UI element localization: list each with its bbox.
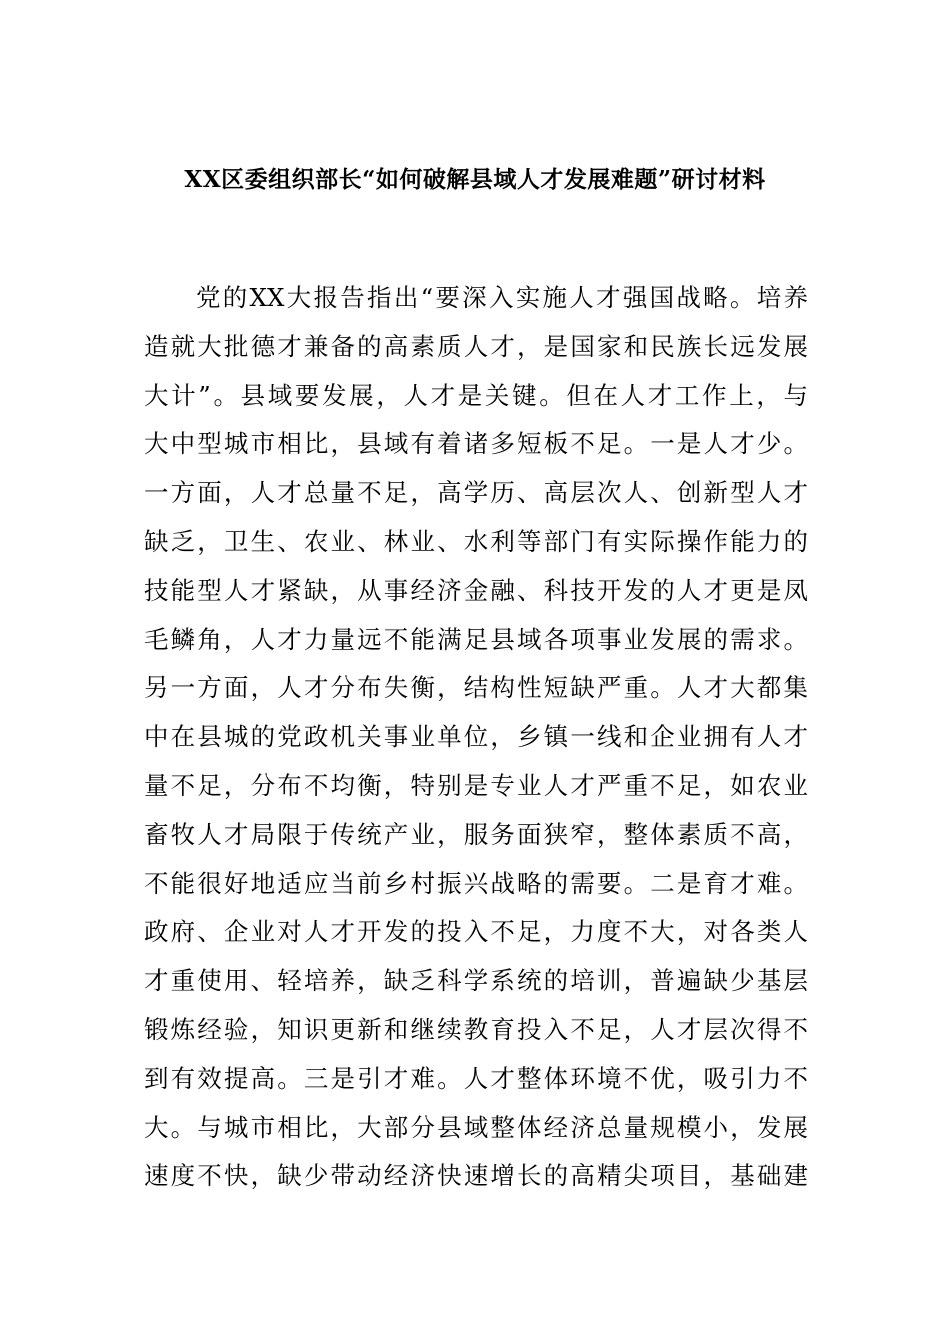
paragraph-line: 不能很好地适应当前乡村振兴战略的需要。二是育才难。: [144, 868, 808, 898]
paragraph-line: 政府、企业对人才开发的投入不足，力度不大，对各类人: [144, 917, 808, 947]
paragraph-line: 一方面，人才总量不足，高学历、高层次人、创新型人才: [144, 478, 808, 508]
paragraph-line: 大中型城市相比，县域有着诸多短板不足。一是人才少。: [144, 429, 808, 459]
paragraph-line: 缺乏，卫生、农业、林业、水利等部门有实际操作能力的: [144, 526, 808, 556]
body-paragraph: [144, 276, 808, 1203]
paragraph-line: 量不足，分布不均衡，特别是专业人才严重不足，如农业: [144, 770, 808, 800]
paragraph-line: 技能型人才紧缺，从事经济金融、科技开发的人才更是凤: [144, 575, 808, 605]
paragraph-line: 另一方面，人才分布失衡，结构性短缺严重。人才大都集: [144, 673, 808, 703]
paragraph-line: 大计”。县域要发展，人才是关键。但在人才工作上，与: [144, 380, 808, 410]
document-title: XX区委组织部长“如何破解县域人才发展难题”研讨材料: [184, 166, 766, 193]
paragraph-line: 畜牧人才局限于传统产业，服务面狭窄，整体素质不高，: [144, 819, 808, 849]
paragraph-line: 到有效提高。三是引才难。人才整体环境不优，吸引力不: [144, 1063, 808, 1093]
paragraph-line: 大。与城市相比，大部分县域整体经济总量规模小，发展: [144, 1112, 808, 1142]
paragraph-line: 速度不快，缺少带动经济快速增长的高精尖项目，基础建: [144, 1161, 808, 1191]
paragraph-line: 中在县城的党政机关事业单位，乡镇一线和企业拥有人才: [144, 722, 808, 752]
paragraph-line: 才重使用、轻培养，缺乏科学系统的培训，普遍缺少基层: [144, 966, 808, 996]
paragraph-line: 毛鳞角，人才力量远不能满足县域各项事业发展的需求。: [144, 624, 808, 654]
paragraph-line: 造就大批德才兼备的高素质人才，是国家和民族长远发展: [144, 331, 808, 361]
paragraph-line: 党的XX大报告指出“要深入实施人才强国战略。培养: [196, 283, 808, 312]
paragraph-line: 锻炼经验，知识更新和继续教育投入不足，人才层次得不: [144, 1014, 808, 1044]
